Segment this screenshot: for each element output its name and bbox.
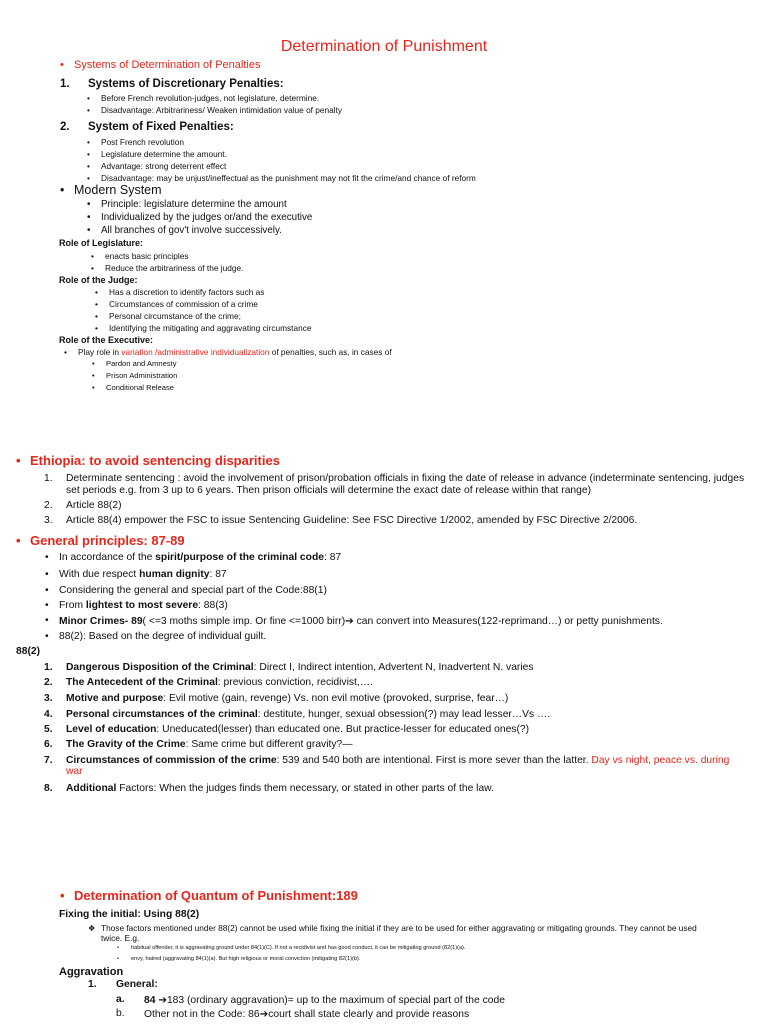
art88-item: Dangerous Disposition of the Criminal: Direct I, Indirect intention, Advertent N, Inadvertent N. varies [66,662,534,673]
ethiopia-item: Article 88(2) [66,500,122,511]
discretionary-bullet: • Before French revolution-judges, not legislature, determine. [101,93,319,103]
aggravation-heading: Aggravation [59,966,124,978]
art88-num: 5. [44,724,53,735]
general-bullet: • Minor Crimes- 89( <=3 moths simple imp. Or fine <=1000 birr)➔ can convert into Measures(122-reprimand…) or petty punishments. [59,615,663,627]
fixed-bullet: • Advantage: strong deterrent effect [101,161,226,171]
judge-heading: Role of the Judge: [59,275,138,285]
fixing-heading: Fixing the initial: Using 88(2) [59,909,200,920]
judge-bullet: • Identifying the mitigating and aggravating circumstance [109,323,311,333]
discretionary-heading: Systems of Discretionary Penalties: [88,78,284,90]
art88-item: Level of education: Uneducated(lesser) than educated one. But practice-lesser for educated ones(?) [66,724,530,735]
art88-num: 2. [44,677,53,688]
ethiopia-heading: • Ethiopia: to avoid sentencing disparities [30,453,280,468]
systems-heading: • Systems of Determination of Penalties [74,59,260,71]
judge-bullet: • Circumstances of commission of a crime [109,299,258,309]
modern-bullet: • Individualized by the judges or/and the executive [101,212,312,223]
fixed-num: 2. [60,121,70,133]
general-num: 1. [88,979,97,990]
diamond-bullet-icon: ❖ [88,923,96,933]
general-bullet: • With due respect human dignity: 87 [59,569,227,580]
agg-a-num: a. [116,994,125,1005]
executive-bullet: • Prison Administration [106,371,177,380]
art88-num: 6. [44,739,53,750]
art88-item: Additional Factors: When the judges finds them necessary, or stated in other parts of the law. [66,783,494,794]
art88-item: Circumstances of commission of the crime: 539 and 540 both are intentional. First is more sever than the latter. Day vs night, peace vs. during war [66,755,730,777]
general-bullet: • Considering the general and special part of the Code:88(1) [59,585,327,596]
legislature-bullet: • enacts basic principles [105,251,188,261]
legislature-bullet: • Reduce the arbitrariness of the judge. [105,263,243,273]
agg-b-num: b. [116,1008,125,1019]
agg-a-item: 84 ➔183 (ordinary aggravation)= up to the maximum of special part of the code [144,995,505,1006]
fixing-sub: • envy, hatred (aggravating 84(1)(a). But high religious or moral conviction (mitigating 82(1)(b). [131,956,360,962]
modern-heading: • Modern System [74,183,162,197]
ethiopia-item: Determinate sentencing : avoid the involvement of prison/probation officials in fixing the date of release in advance (indeterminate sentencing, judges set periods e.g. from 3 up to 6 years. Then prison officials will determine the exact date of release within that range) [66,473,745,496]
executive-bullet: • Conditional Release [106,383,174,392]
ethiopia-num: 2. [44,500,53,511]
judge-bullet: • Personal circumstance of the crime; [109,311,241,321]
page-title: Determination of Punishment [280,38,488,55]
art88-item: Motive and purpose: Evil motive (gain, revenge) Vs. non evil motive (provoked, surprise, fear…) [66,693,509,704]
fixing-note: ❖ Those factors mentioned under 88(2) cannot be used while fixing the initial if they are to be used for either aggravating or mitigating grounds. They cannot be used twice. E.g. [88,923,697,943]
art88-num: 4. [44,709,53,720]
art88-label: 88(2) [16,646,41,657]
executive-play-line: • Play role in variation /administrative individualization of penalties, such as, in cases of [78,347,392,357]
modern-bullet: • All branches of gov't involve successively. [101,225,282,236]
ethiopia-num: 3. [44,515,53,526]
general-bullet: • From lightest to most severe: 88(3) [59,600,228,611]
ethiopia-item: Article 88(4) empower the FSC to issue Sentencing Guideline: See FSC Directive 1/2002, amended by FSC Directive 2/2006. [66,515,638,526]
general-label: General: [116,979,158,990]
legislature-heading: Role of Legislature: [59,238,144,248]
quantum-heading: • Determination of Quantum of Punishment:189 [74,888,358,903]
general-bullet: • In accordance of the spirit/purpose of the criminal code: 87 [59,552,341,563]
judge-bullet: • Has a discretion to identify factors such as [109,287,264,297]
modern-bullet: • Principle: legislature determine the amount [101,199,287,210]
art88-num: 1. [44,662,53,673]
art88-num: 8. [44,783,53,794]
art88-num: 7. [44,755,53,766]
art88-item: The Antecedent of the Criminal: previous conviction, recidivist,…. [66,677,373,688]
general-bullet: • 88(2): Based on the degree of individual guilt. [59,631,266,642]
fixed-heading: System of Fixed Penalties: [88,121,234,133]
art88-item: The Gravity of the Crime: Same crime but different gravity?— [66,739,353,750]
executive-heading: Role of the Executive: [59,335,154,345]
fixed-bullet: • Legislature determine the amount. [101,149,227,159]
discretionary-bullet: • Disadvantage: Arbitrariness/ Weaken intimidation value of penalty [101,105,342,115]
fixed-bullet: • Post French revolution [101,137,184,147]
agg-b-item: Other not in the Code: 86➔court shall state clearly and provide reasons [144,1009,470,1020]
general-heading: • General principles: 87-89 [30,533,185,548]
ethiopia-num: 1. [44,473,53,484]
fixing-sub: • habitual offender, it is aggravating ground under 84(1)(C). If not a recidivist and has good conduct, it can be mitigating ground (82(1)(a). [131,945,465,951]
fixed-bullet: • Disadvantage: may be unjust/ineffectual as the punishment may not fit the crime/and chance of reform [101,173,476,183]
art88-item: Personal circumstances of the criminal: destitute, hunger, sexual obsession(?) may lead lesser…Vs …. [66,709,551,720]
executive-bullet: • Pardon and Amnesty [106,359,177,368]
art88-num: 3. [44,693,53,704]
discretionary-num: 1. [60,78,70,90]
